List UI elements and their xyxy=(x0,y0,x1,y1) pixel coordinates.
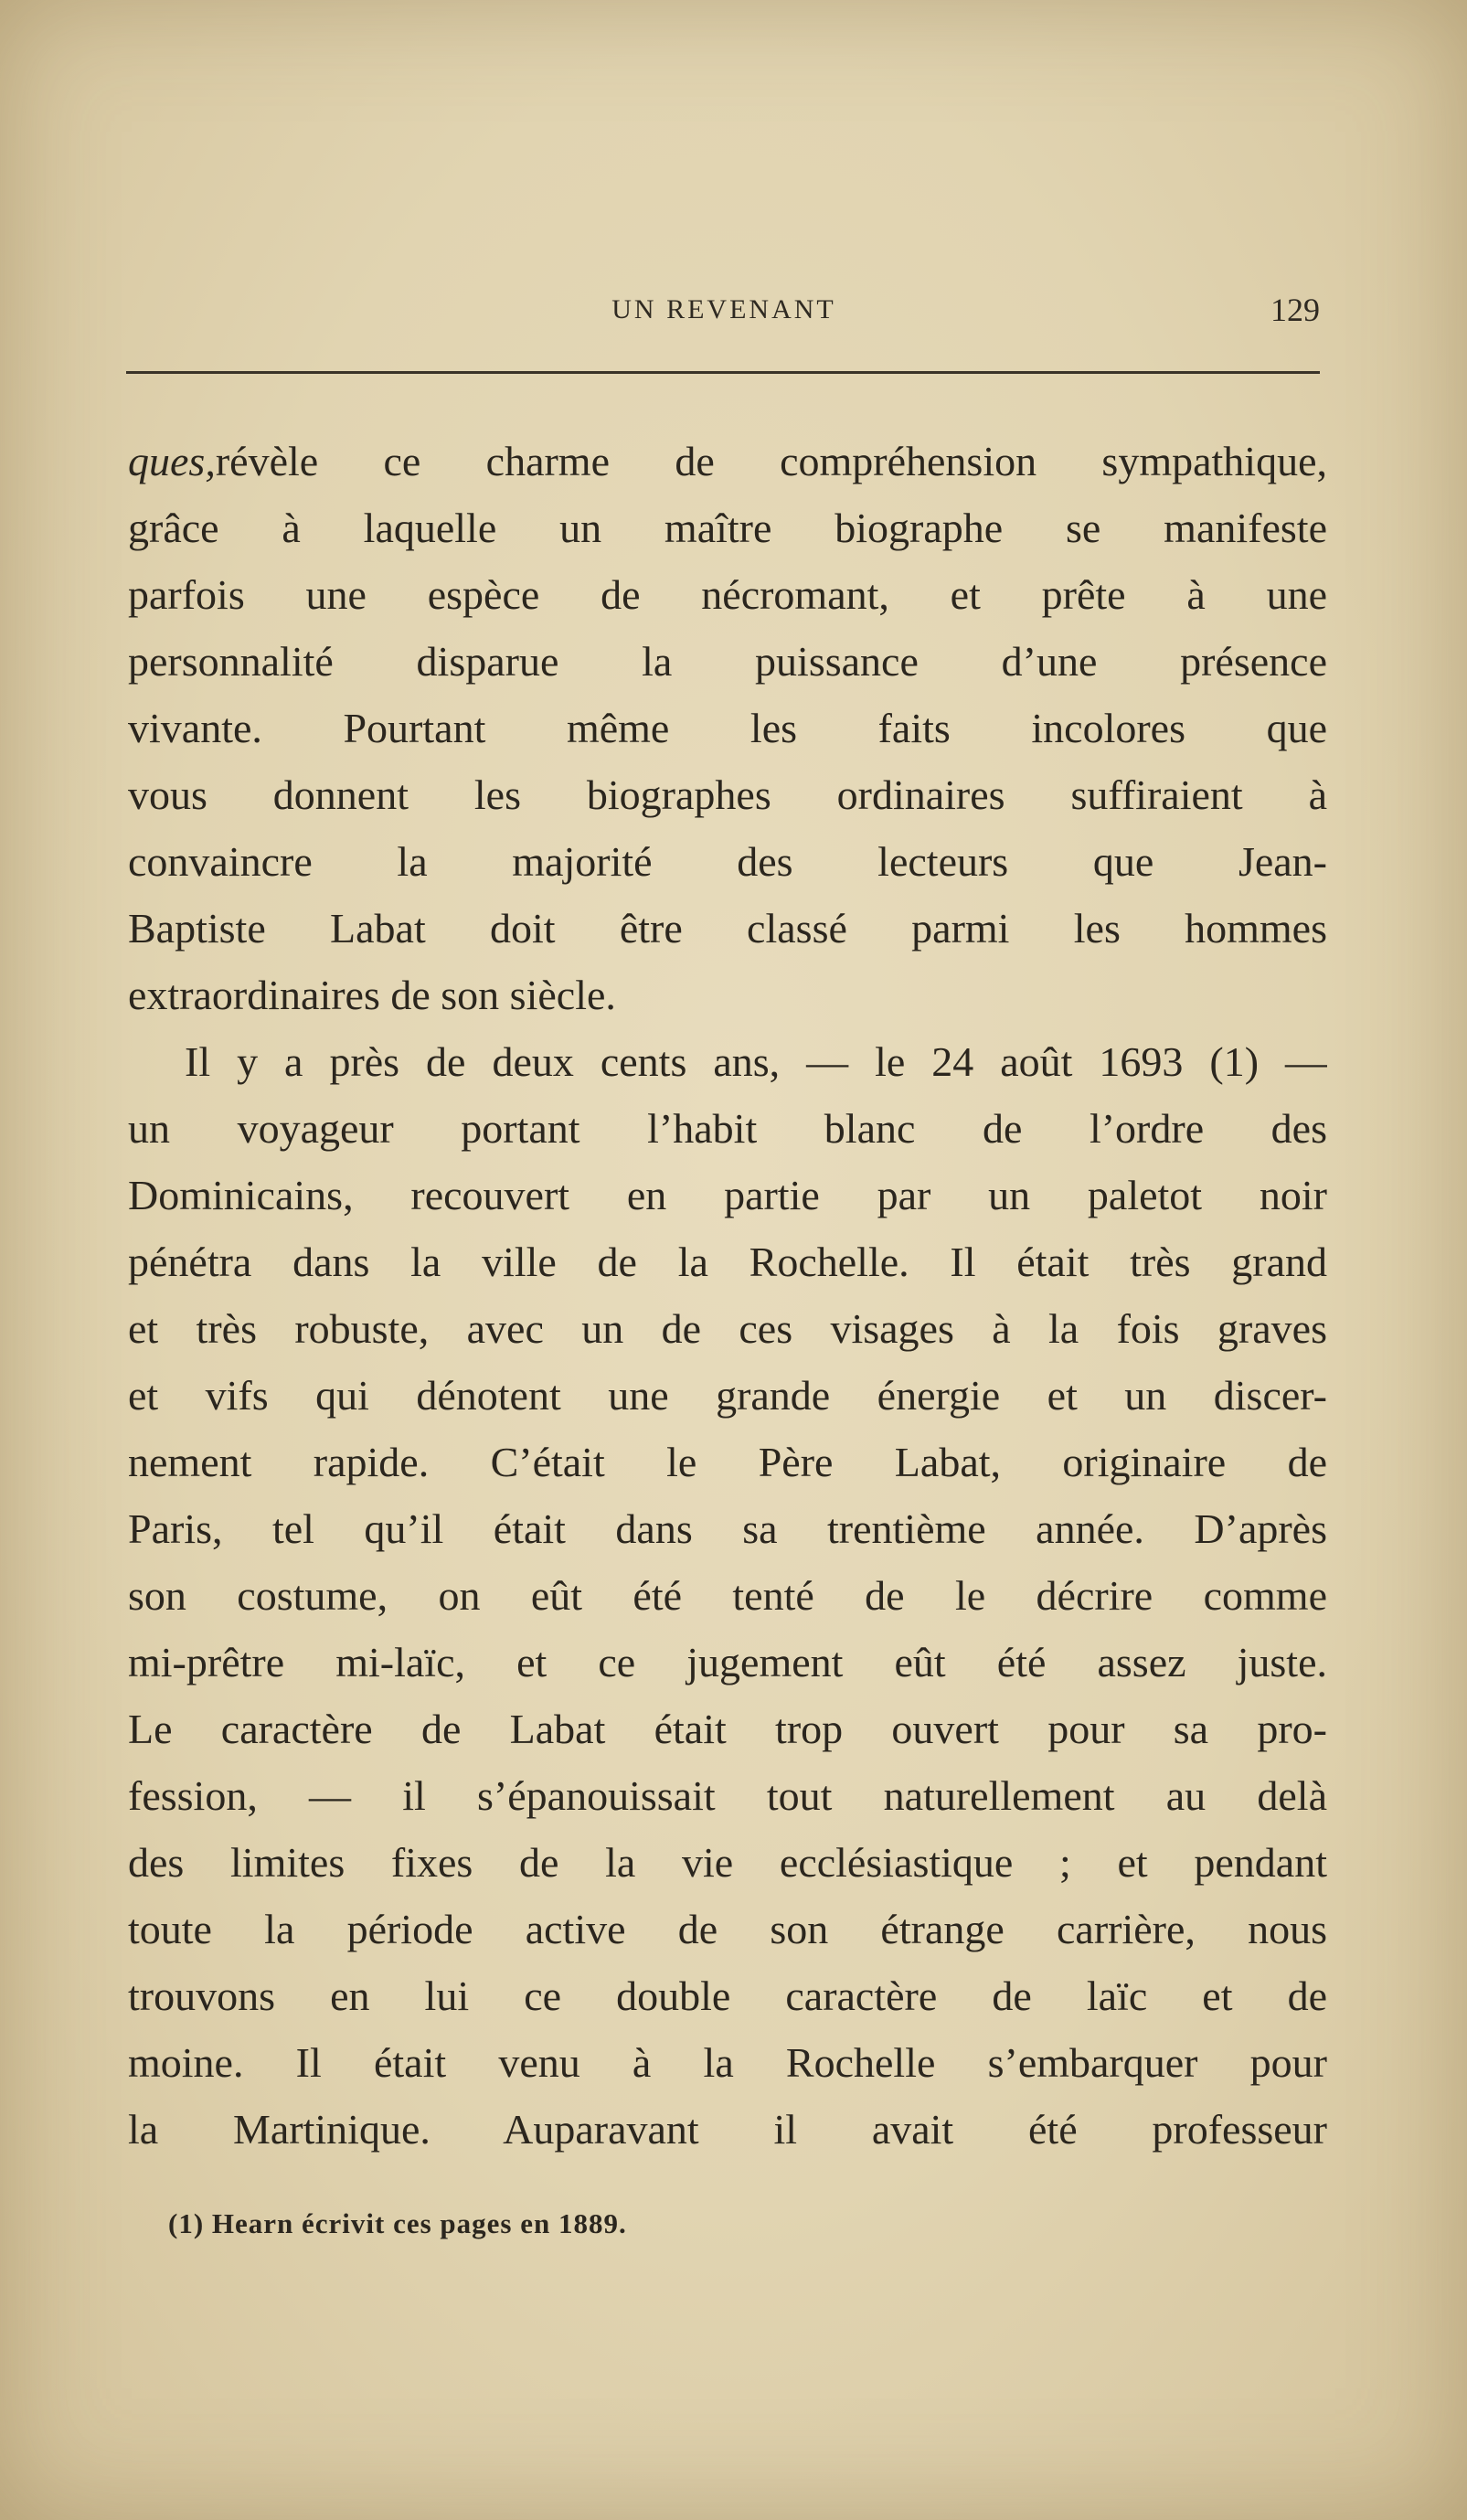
text-line: pénétra dans la ville de la Rochelle. Il était très grand xyxy=(128,1239,1327,1285)
text-line: moine. Il était venu à la Rochelle s’embarquer pour xyxy=(128,2039,1327,2086)
body-text xyxy=(128,428,1327,2163)
text-line: Baptiste Labat doit être classé parmi les hommes xyxy=(128,905,1327,952)
footnote: (1) Hearn écrivit ces pages en 1889. xyxy=(168,2207,627,2239)
page-number: 129 xyxy=(1270,292,1320,328)
text-line: vivante. Pourtant même les faits incolores que xyxy=(128,705,1327,751)
paragraph-end-line: extraordinaires de son siècle. xyxy=(128,972,616,1018)
text-line: nement rapide. C’était le Père Labat, originaire de xyxy=(128,1439,1327,1485)
text-line: ques,révèle ce charme de compréhension sympathique, xyxy=(128,438,1327,484)
text-line: grâce à laquelle un maître biographe se manifeste xyxy=(128,505,1327,551)
text-line: vous donnent les biographes ordinaires suffiraient à xyxy=(128,771,1327,818)
text-line: la Martinique. Auparavant il avait été professeur xyxy=(128,2106,1327,2153)
text-line: son costume, on eût été tenté de le décrire comme xyxy=(128,1572,1327,1619)
header-rule xyxy=(126,371,1320,374)
text-line: Le caractère de Labat était trop ouvert pour sa pro- xyxy=(128,1706,1327,1752)
text-line: trouvons en lui ce double caractère de laïc et de xyxy=(128,1972,1327,2019)
text-line: parfois une espèce de nécromant, et prête à une xyxy=(128,571,1327,618)
text-line: un voyageur portant l’habit blanc de l’ordre des xyxy=(128,1105,1327,1152)
text-line: toute la période active de son étrange carrière, nous xyxy=(128,1906,1327,1952)
text-line: et très robuste, avec un de ces visages à la fois graves xyxy=(128,1305,1327,1352)
text-line: et vifs qui dénotent une grande énergie et un discer- xyxy=(128,1372,1327,1419)
italic-word: ques, xyxy=(128,438,216,484)
running-head xyxy=(128,294,1320,340)
text-line: mi-prêtre mi-laïc, et ce jugement eût été assez juste. xyxy=(128,1639,1327,1685)
text-line: fession, — il s’épanouissait tout naturellement au delà xyxy=(128,1772,1327,1819)
text-line: des limites fixes de la vie ecclésiastique ; et pendant xyxy=(128,1839,1327,1886)
text-line: convaincre la majorité des lecteurs que Jean- xyxy=(128,838,1327,885)
text-line: Dominicains, recouvert en partie par un paletot noir xyxy=(128,1172,1327,1218)
paragraph-start-line: Il y a près de deux cents ans, — le 24 août 1693 (1) — xyxy=(185,1038,1327,1085)
text-line: Paris, tel qu’il était dans sa trentième année. D’après xyxy=(128,1505,1327,1552)
text-line: personnalité disparue la puissance d’une présence xyxy=(128,638,1327,685)
running-title: UN REVENANT xyxy=(611,294,836,324)
